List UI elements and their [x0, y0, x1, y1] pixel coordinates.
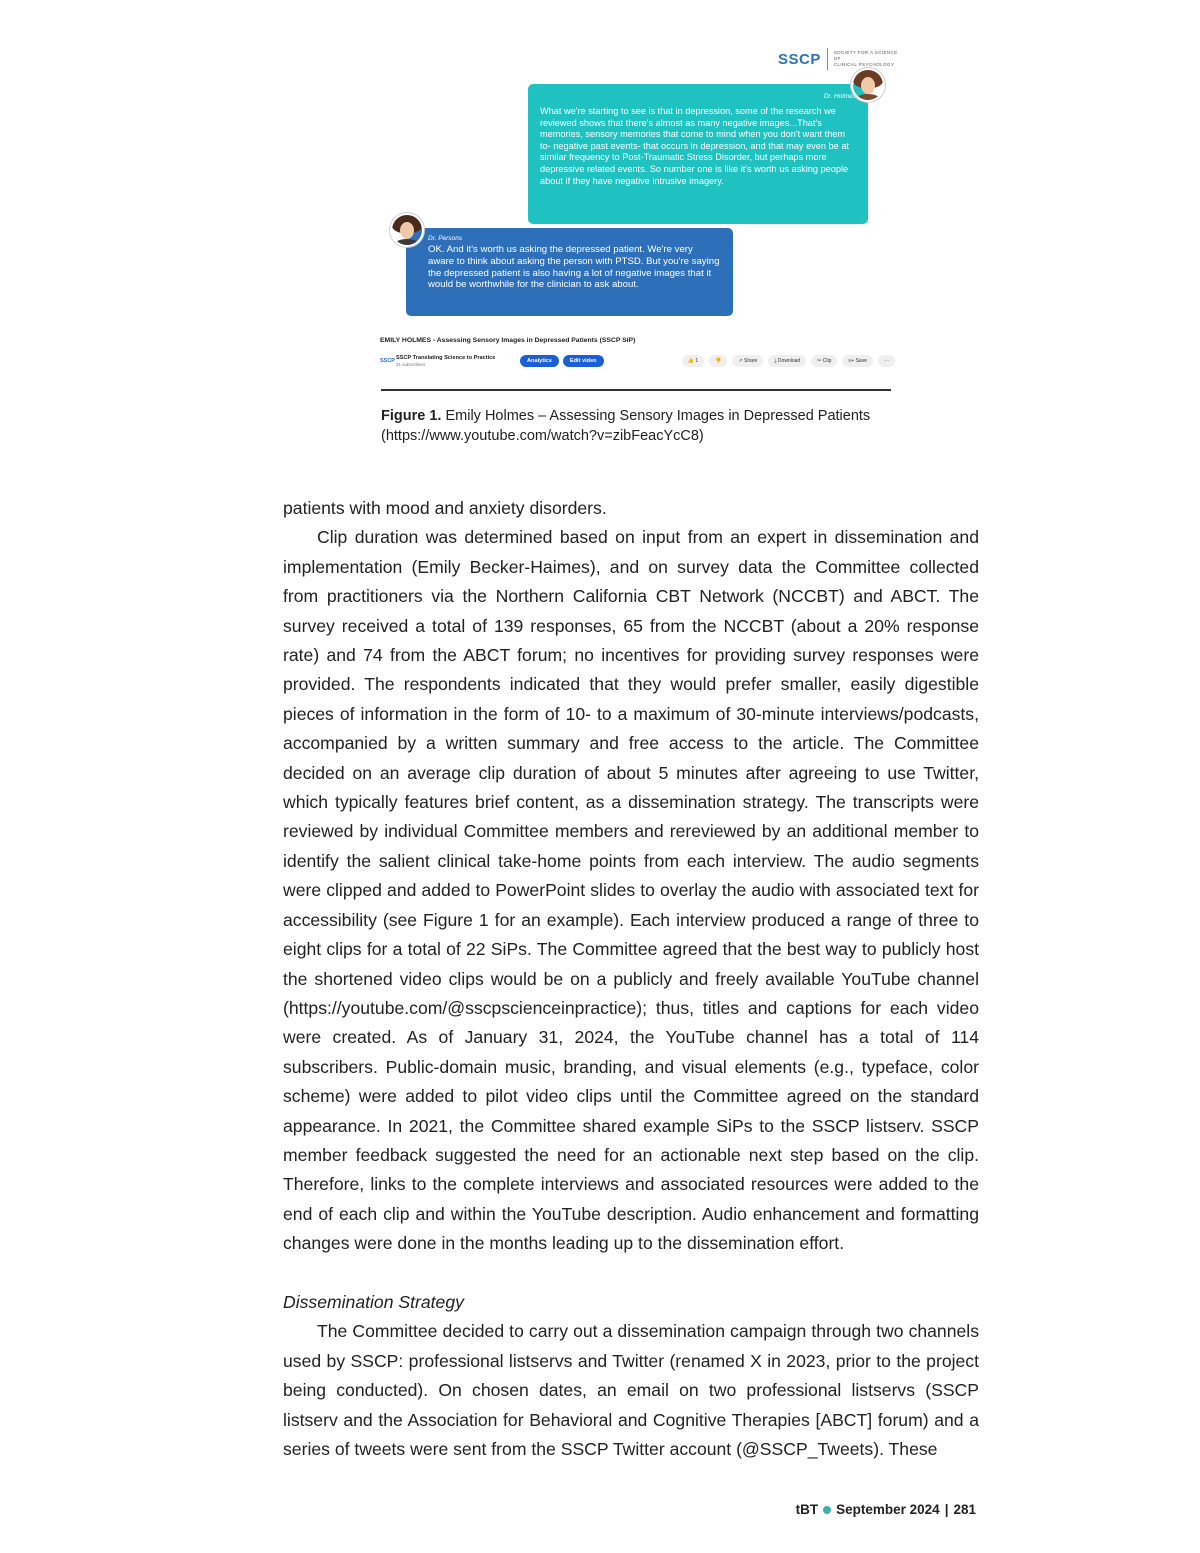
page-number: 281	[953, 1502, 976, 1517]
section-heading: Dissemination Strategy	[283, 1291, 464, 1312]
video-actions	[682, 355, 895, 367]
channel-name: SSCP Translating Science to Practice	[396, 354, 496, 361]
sscp-logo-mark: SSCP	[778, 50, 821, 68]
more-options-button[interactable]: ···	[878, 355, 895, 367]
figure-label: Figure 1.	[381, 408, 442, 424]
channel-logo: SSCP	[380, 358, 395, 364]
figure-divider	[381, 389, 891, 391]
logo-divider	[827, 48, 828, 70]
persons-speech-bubble	[406, 228, 733, 316]
download-button[interactable]: ⤓ Download	[768, 355, 806, 367]
share-button[interactable]: ↗ Share	[732, 355, 763, 367]
channel-info	[396, 355, 520, 368]
persons-avatar	[390, 213, 424, 247]
analytics-button[interactable]: Analytics	[520, 355, 559, 367]
paragraph-clip-duration: Clip duration was determined based on input from an expert in dissemination and implementation (Emily Becker-Haimes), and on survey data the Committee collected from practitioners via the Northern California CBT Network (NCCBT) and ABCT. The survey received a total of 139 responses, 65 from the NCCBT (about a 20% response rate) and 74 from the ABCT forum; no incentives for providing survey responses were provided. The respondents indicated that they would prefer smaller, easily digestible pieces of information in the form of 10- to a maximum of 30-minute interviews/podcasts, accompanied by a written summary and free access to the article. The Committee decided on an average clip duration of about 5 minutes after agreeing to use Twitter, which typically features brief content, as a dissemination strategy. The transcripts were reviewed by individual Committee members and rereviewed by an additional member to identify the salient clinical take-home points from each interview. The audio segments were clipped and added to PowerPoint slides to overlay the audio with associated text for accessibility (see Figure 1 for an example). Each interview produced a range of three to eight clips for a total of 22 SiPs. The Committee agreed that the best way to publicly host the shortened video clips would be on a publicly and freely available YouTube channel (https://youtube.com/@sscpscienceinpractice); thus, titles and captions for each video were created. As of January 31, 2024, the YouTube channel has a total of 114 subscribers. Public-domain music, branding, and visual elements (e.g., typeface, color scheme) were added to pilot video clips until the Committee agreed on the standard appearance. In 2021, the Committee shared example SiPs to the SSCP listserv. SSCP member feedback suggested the need for an actionable next step based on the clip. Therefore, links to the complete interviews and associated resources were added to the end of each clip and within the YouTube description. Audio enhancement and formatting changes were done in the months leading up to the dissemination effort.	[283, 527, 979, 1254]
figure-1-screenshot	[370, 40, 900, 375]
like-button[interactable]: 👍 1	[682, 355, 704, 367]
article-body	[283, 494, 979, 1464]
journal-name: tBT	[795, 1502, 819, 1517]
holmes-speech-bubble	[528, 84, 868, 224]
sscp-society-name: SOCIETY FOR A SCIENCE OF CLINICAL PSYCHOLOGY	[833, 50, 898, 67]
clip-button[interactable]: ✂ Clip	[811, 355, 837, 367]
footer-dot-icon	[823, 1506, 831, 1514]
paragraph-continuation: patients with mood and anxiety disorders.	[283, 498, 607, 518]
dislike-button[interactable]: 👎	[709, 355, 727, 367]
sscp-logo	[778, 48, 900, 70]
holmes-speaker-label: Dr. Holmes	[823, 93, 856, 100]
holmes-avatar	[851, 68, 885, 102]
figure-caption-text: Emily Holmes – Assessing Sensory Images in Depressed Patients (https://www.youtube.com/watch?v=zibFeacYcC8)	[381, 408, 871, 444]
holmes-quote: What we're starting to see is that in depression, some of the research we reviewed shows that there's almost as many negative images...That's memories, sensory memories that come to mind when you don't want them to- negative past events- that occurs in depression, and that may even be at similar frequency to Post-Traumatic Stress Disorder, but perhaps more depressive related events. So number one is like it's worth us asking people about if they have negative intrusive imagery.	[540, 106, 849, 186]
issue-date: September 2024	[836, 1502, 940, 1517]
footer-separator: |	[944, 1502, 949, 1517]
page-footer	[796, 1502, 976, 1517]
persons-quote: OK. And it's worth us asking the depressed patient. We're very aware to think about asking the person with PTSD. But you're saying the depressed patient is also having a lot of negative images that it would be worthwhile for the clinician to ask about.	[428, 244, 720, 291]
figure-caption	[381, 406, 901, 446]
save-button[interactable]: ≡+ Save	[842, 355, 873, 367]
video-title: EMILY HOLMES - Assessing Sensory Images in Depressed Patients (SSCP SiP)	[380, 337, 636, 344]
subscriber-count: 31 subscribers	[396, 361, 426, 367]
edit-video-button[interactable]: Edit video	[563, 355, 604, 367]
persons-speaker-label: Dr. Persons	[428, 235, 463, 242]
paragraph-dissemination: The Committee decided to carry out a dissemination campaign through two channels used by SSCP: professional listservs and Twitter (renamed X in 2023, prior to the project being conducted). On chosen dates, an email on two professional listservs (SSCP listserv and the Association for Behavioral and Cognitive Therapies [ABCT] forum) and a series of tweets were sent from the SSCP Twitter account (@SSCP_Tweets). These	[283, 1321, 979, 1459]
video-action-bar	[380, 352, 895, 370]
